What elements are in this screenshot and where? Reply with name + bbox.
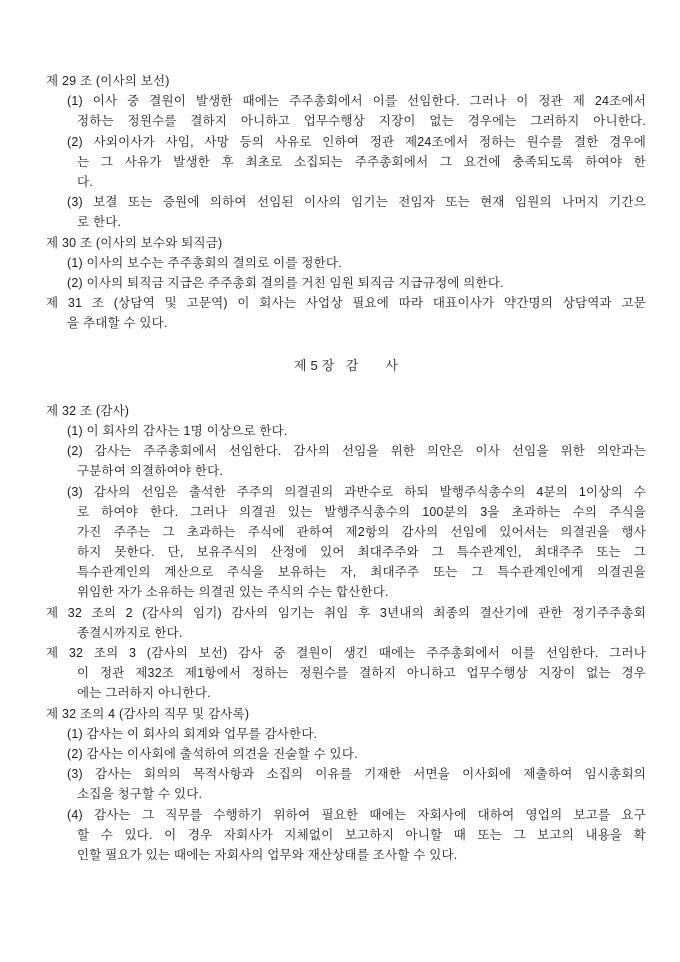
doc-line: 정하는 정원수를 결하지 아니하고 업무수행상 지장이 없는 경우에는 그러하지 아니한다. [77,114,646,129]
doc-line: 제 32 조 (감사) [46,403,130,418]
doc-line: 을 추대할 수 있다. [67,316,168,331]
doc-line: 로 한다. [77,215,122,230]
doc-line: 제 32 조의 4 (감사의 직무 및 감사록) [46,706,250,721]
doc-line: (3) 보결 또는 증원에 의하여 선임된 이사의 임기는 전임자 또는 현재 임원의 나머지 기간으 [67,195,646,210]
doc-line: 다. [77,174,93,189]
doc-line: (4) 감사는 그 직무를 수행하기 위하여 필요한 때에는 자회사에 대하여 영업의 보고를 요구 [67,807,646,822]
doc-line: 가진 주주는 그 초과하는 주식에 관하여 제2항의 감사의 선임에 있어서는 의결권을 행사 [77,524,646,539]
doc-line: 구분하여 의결하여야 한다. [77,464,224,479]
doc-line: 제 32 조의 3 (감사의 보선) 감사 중 결원이 생긴 때에는 주주총회에서 이를 선임한다. 그러나 [46,646,646,661]
doc-line: (3) 감사는 회의의 목적사항과 소집의 이유를 기재한 서면을 이사회에 제출하여 임시총회의 [67,767,646,782]
doc-line: 로 하여야 한다. 그러나 의결권 있는 발행주식총수의 100분의 3을 초과하는 수의 주식을 [77,504,646,519]
doc-line: 위임한 자가 소유하는 의결권 있는 주식의 수는 합산한다. [77,585,389,600]
articles-block-directors [46,71,646,334]
doc-line: 에는 그러하지 아니한다. [77,686,211,701]
doc-line: (2) 감사는 주주총회에서 선임한다. 감사의 선임을 위한 의안은 이사 선임을 위한 의안과는 [67,444,646,459]
doc-line: (2) 이사의 퇴직금 지급은 주주총회 결의를 거친 임원 퇴직금 지급규정에 의한다. [67,275,504,290]
doc-line: (3) 감사의 선임은 출석한 주주의 의결권의 과반수로 하되 발행주식총수의 4분의 1이상의 수 [67,484,646,499]
doc-line: 하지 못한다. 단, 보유주식의 산정에 있어 최대주주와 그 특수관계인, 최대주주 또는 그 [77,545,646,560]
chapter-heading: 제 5 장 감 사 [293,357,399,373]
doc-line: 제 30 조 (이사의 보수와 퇴직금) [46,235,223,250]
doc-line: 이 정관 제32조 제1항에서 정하는 정원수를 결하지 아니하고 업무수행상 지장이 없는 경우 [77,666,646,681]
doc-line: 인할 필요가 있는 때에는 자회사의 업무와 재산상태를 조사할 수 있다. [77,848,458,863]
doc-line: 특수관계인의 계산으로 주식을 보유하는 자, 최대주주 또는 그 특수관계인에게 의결권을 [77,565,646,580]
doc-line: (2) 감사는 이사회에 출석하여 의견을 진술할 수 있다. [67,747,358,762]
doc-line: 종결시까지로 한다. [77,625,183,640]
doc-line: 는 그 사유가 발생한 후 최초로 소집되는 주주총회에서 그 요건에 충족되도록 하여야 한 [77,154,646,169]
doc-line: (2) 사외이사가 사임, 사망 등의 사유로 인하여 정관 제24조에서 정하는 원수를 결한 경우에 [67,134,646,149]
doc-line: (1) 감사는 이 회사의 회계와 업무를 감사한다. [67,726,318,741]
doc-line: 할 수 있다. 이 경우 자회사가 지체없이 보고하지 아니할 때 또는 그 보고의 내용을 확 [77,827,646,842]
articles-block-auditors [46,401,646,865]
doc-line: 소집을 청구할 수 있다. [77,787,203,802]
doc-line: (1) 이 회사의 감사는 1명 이상으로 한다. [67,423,288,438]
document-body [46,71,646,865]
doc-line: (1) 이사 중 결원이 발생한 때에는 주주총회에서 이를 선임한다. 그러나 이 정관 제 24조에서 [67,94,646,109]
doc-line: (1) 이사의 보수는 주주총회의 결의로 이를 정한다. [67,255,342,270]
doc-line: 제 29 조 (이사의 보선) [46,74,170,88]
doc-line: 제 31 조 (상담역 및 고문역) 이 회사는 사업상 필요에 따라 대표이사가 약간명의 상담역과 고문 [46,296,646,311]
doc-line: 제 32 조의 2 (감사의 임기) 감사의 임기는 취임 후 3년내의 최종의 결산기에 관한 정기주주총회 [46,605,646,620]
